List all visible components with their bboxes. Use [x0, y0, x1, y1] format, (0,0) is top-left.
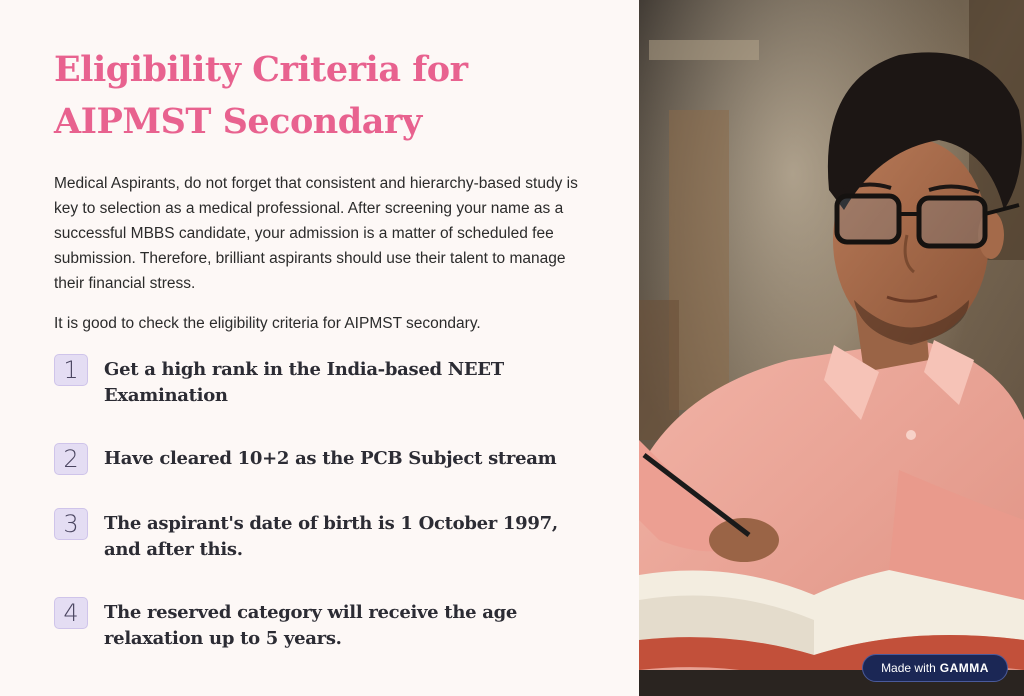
item-text: The reserved category will receive the age relaxation up to 5 years.: [104, 602, 518, 649]
badge-prefix: Made with: [881, 661, 936, 675]
item-number-box: 1: [54, 354, 88, 386]
student-studying-photo: [639, 0, 1024, 696]
page-title: Eligibility Criteria for AIPMST Secondary: [54, 49, 468, 142]
item-number-box: 4: [54, 597, 88, 629]
criteria-intro: It is good to check the eligibility criteria for AIPMST secondary.: [54, 315, 481, 332]
intro-paragraph: Medical Aspirants, do not forget that consistent and hierarchy-based study is key to selection as a medical professional. After screening your name as a successful MBBS candidate, your admission is a matter of scheduled fee submission. Therefore, brilliant aspirants should use their talent to manage their financial stress.: [54, 175, 578, 292]
photo-illustration: [639, 0, 1024, 696]
gamma-logo: GAMMA: [939, 661, 989, 675]
item-text: Get a high rank in the India-based NEET Examination: [104, 359, 504, 406]
item-number-box: 3: [54, 508, 88, 540]
item-number-box: 2: [54, 443, 88, 475]
item-text: The aspirant's date of birth is 1 October 1997, and after this.: [104, 513, 558, 560]
made-with-gamma-badge[interactable]: [862, 654, 1008, 682]
item-text: Have cleared 10+2 as the PCB Subject stream: [104, 448, 557, 469]
